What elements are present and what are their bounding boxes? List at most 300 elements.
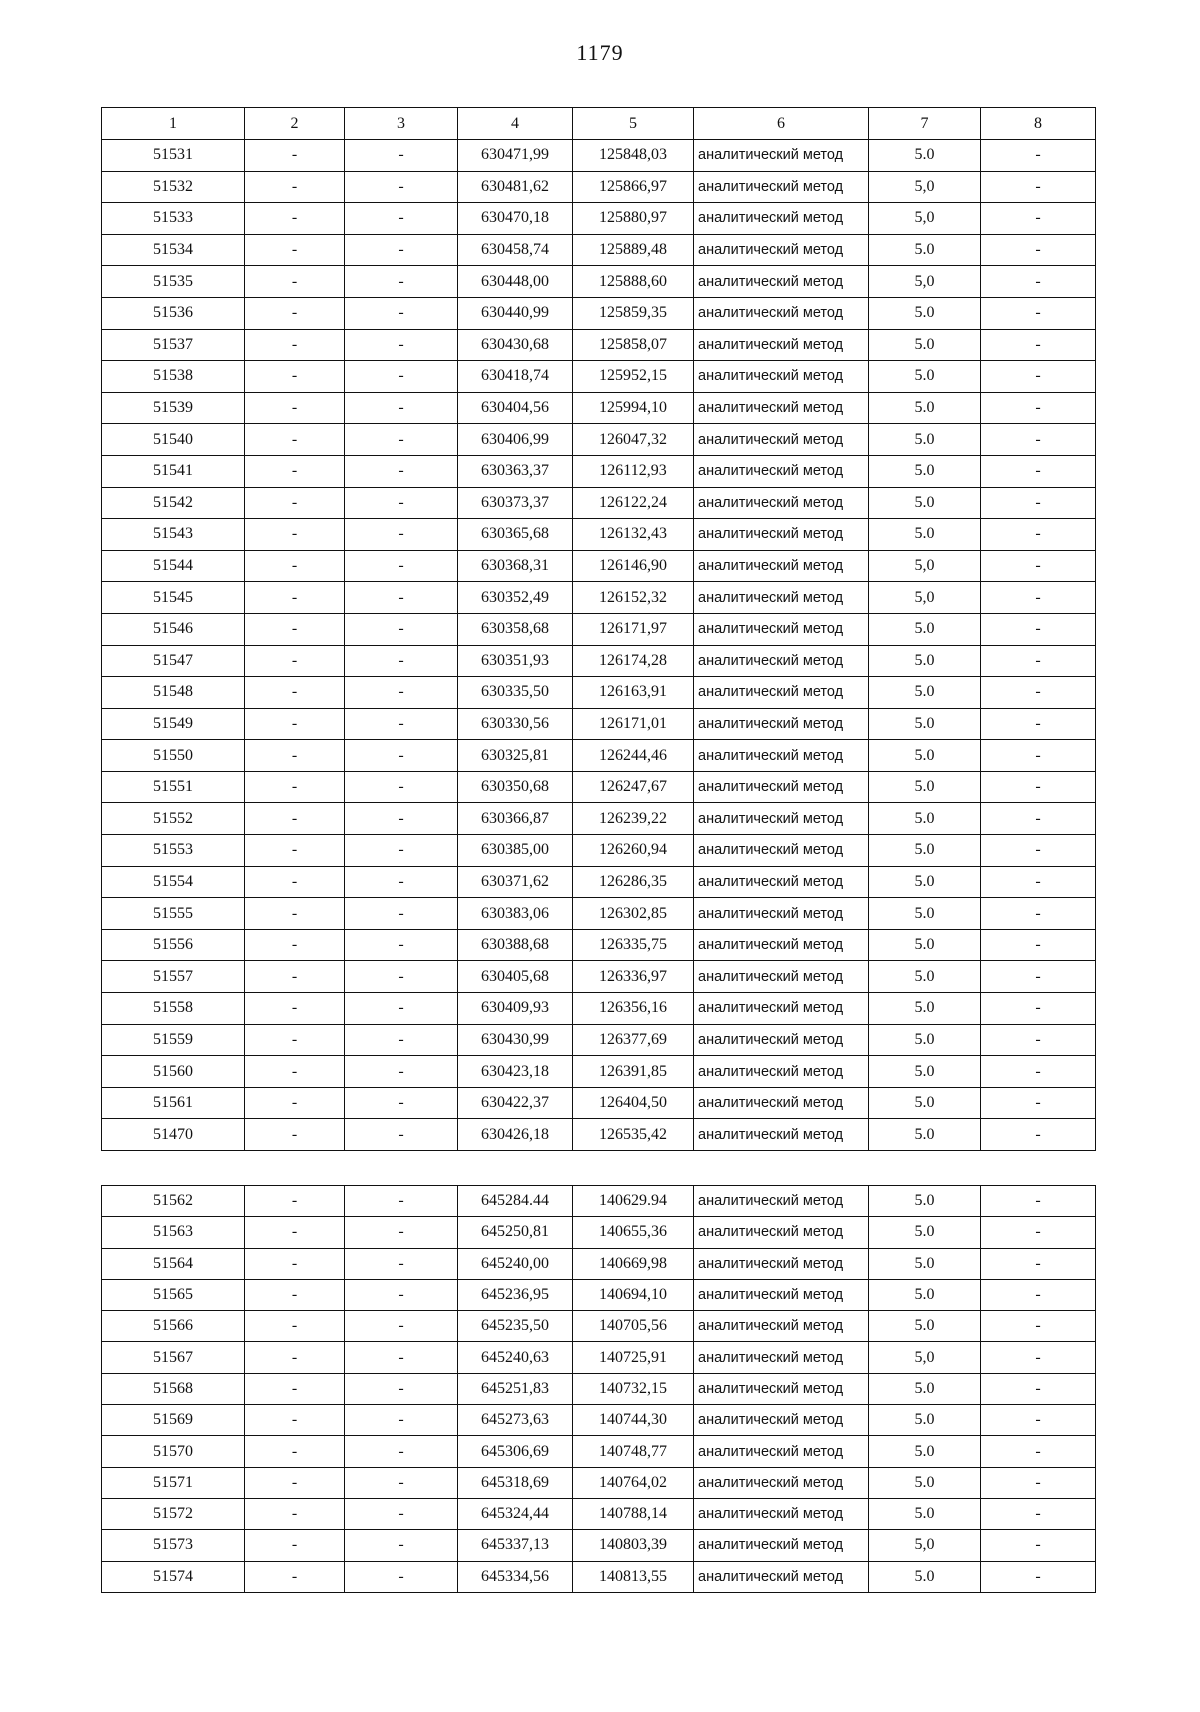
table-row — [102, 1056, 1096, 1088]
column-header-2: 2 — [245, 108, 345, 140]
y-coordinate-cell: 140655,36 — [573, 1217, 694, 1248]
col-2-cell: - — [245, 1056, 345, 1088]
method-cell: аналитический метод — [694, 677, 869, 709]
col-2-cell: - — [245, 961, 345, 993]
col-8-cell: - — [981, 140, 1096, 172]
accuracy-cell: 5.0 — [869, 1056, 981, 1088]
table-header-row — [102, 108, 1096, 140]
accuracy-cell: 5.0 — [869, 993, 981, 1025]
method-cell: аналитический метод — [694, 550, 869, 582]
method-cell: аналитический метод — [694, 455, 869, 487]
x-coordinate-cell: 645337,13 — [458, 1530, 573, 1561]
col-8-cell: - — [981, 1248, 1096, 1279]
table-row — [102, 1561, 1096, 1592]
col-3-cell: - — [345, 645, 458, 677]
col-8-cell: - — [981, 203, 1096, 235]
y-coordinate-cell: 140744,30 — [573, 1405, 694, 1436]
col-2-cell: - — [245, 1119, 345, 1151]
col-2-cell: - — [245, 771, 345, 803]
method-cell: аналитический метод — [694, 1119, 869, 1151]
col-3-cell: - — [345, 898, 458, 930]
col-3-cell: - — [345, 392, 458, 424]
method-cell: аналитический метод — [694, 708, 869, 740]
table-row — [102, 1024, 1096, 1056]
table-row — [102, 866, 1096, 898]
y-coordinate-cell: 126152,32 — [573, 582, 694, 614]
accuracy-cell: 5,0 — [869, 1342, 981, 1373]
col-2-cell: - — [245, 898, 345, 930]
x-coordinate-cell: 630404,56 — [458, 392, 573, 424]
accuracy-cell: 5.0 — [869, 329, 981, 361]
col-8-cell: - — [981, 487, 1096, 519]
col-2-cell: - — [245, 1467, 345, 1498]
accuracy-cell: 5.0 — [869, 1561, 981, 1592]
x-coordinate-cell: 645235,50 — [458, 1311, 573, 1342]
point-number-cell: 51534 — [102, 234, 245, 266]
col-3-cell: - — [345, 550, 458, 582]
method-cell: аналитический метод — [694, 1342, 869, 1373]
y-coordinate-cell: 126174,28 — [573, 645, 694, 677]
col-3-cell: - — [345, 234, 458, 266]
table-row — [102, 1217, 1096, 1248]
table-row — [102, 329, 1096, 361]
col-2-cell: - — [245, 424, 345, 456]
col-3-cell: - — [345, 929, 458, 961]
x-coordinate-cell: 630481,62 — [458, 171, 573, 203]
y-coordinate-cell: 126247,67 — [573, 771, 694, 803]
col-2-cell: - — [245, 487, 345, 519]
col-2-cell: - — [245, 1342, 345, 1373]
col-2-cell: - — [245, 677, 345, 709]
y-coordinate-cell: 140725,91 — [573, 1342, 694, 1373]
col-2-cell: - — [245, 519, 345, 551]
accuracy-cell: 5.0 — [869, 1248, 981, 1279]
col-8-cell: - — [981, 771, 1096, 803]
y-coordinate-cell: 140705,56 — [573, 1311, 694, 1342]
method-cell: аналитический метод — [694, 1405, 869, 1436]
col-3-cell: - — [345, 961, 458, 993]
y-coordinate-cell: 126404,50 — [573, 1087, 694, 1119]
col-2-cell: - — [245, 866, 345, 898]
column-header-8: 8 — [981, 108, 1096, 140]
accuracy-cell: 5.0 — [869, 424, 981, 456]
col-8-cell: - — [981, 582, 1096, 614]
method-cell: аналитический метод — [694, 140, 869, 172]
table-row — [102, 708, 1096, 740]
x-coordinate-cell: 645273,63 — [458, 1405, 573, 1436]
col-8-cell: - — [981, 993, 1096, 1025]
col-2-cell: - — [245, 708, 345, 740]
y-coordinate-cell: 125888,60 — [573, 266, 694, 298]
accuracy-cell: 5.0 — [869, 487, 981, 519]
table-row — [102, 1248, 1096, 1279]
col-3-cell: - — [345, 1561, 458, 1592]
table-row — [102, 1530, 1096, 1561]
table-row — [102, 1279, 1096, 1310]
table-row — [102, 582, 1096, 614]
col-2-cell: - — [245, 1561, 345, 1592]
col-8-cell: - — [981, 929, 1096, 961]
col-2-cell: - — [245, 929, 345, 961]
accuracy-cell: 5.0 — [869, 866, 981, 898]
y-coordinate-cell: 125889,48 — [573, 234, 694, 266]
col-8-cell: - — [981, 1530, 1096, 1561]
x-coordinate-cell: 630440,99 — [458, 297, 573, 329]
accuracy-cell: 5.0 — [869, 1217, 981, 1248]
col-8-cell: - — [981, 1087, 1096, 1119]
point-number-cell: 51571 — [102, 1467, 245, 1498]
point-number-cell: 51562 — [102, 1186, 245, 1217]
col-3-cell: - — [345, 361, 458, 393]
x-coordinate-cell: 630448,00 — [458, 266, 573, 298]
method-cell: аналитический метод — [694, 866, 869, 898]
y-coordinate-cell: 126286,35 — [573, 866, 694, 898]
y-coordinate-cell: 140764,02 — [573, 1467, 694, 1498]
point-number-cell: 51561 — [102, 1087, 245, 1119]
col-3-cell: - — [345, 1530, 458, 1561]
col-3-cell: - — [345, 835, 458, 867]
table-row — [102, 297, 1096, 329]
accuracy-cell: 5,0 — [869, 266, 981, 298]
point-number-cell: 51541 — [102, 455, 245, 487]
col-2-cell: - — [245, 1498, 345, 1529]
table-row — [102, 361, 1096, 393]
accuracy-cell: 5,0 — [869, 203, 981, 235]
col-3-cell: - — [345, 582, 458, 614]
method-cell: аналитический метод — [694, 929, 869, 961]
col-8-cell: - — [981, 519, 1096, 551]
y-coordinate-cell: 126163,91 — [573, 677, 694, 709]
x-coordinate-cell: 630422,37 — [458, 1087, 573, 1119]
method-cell: аналитический метод — [694, 1248, 869, 1279]
col-2-cell: - — [245, 234, 345, 266]
col-8-cell: - — [981, 392, 1096, 424]
col-2-cell: - — [245, 645, 345, 677]
method-cell: аналитический метод — [694, 1217, 869, 1248]
table-row — [102, 140, 1096, 172]
point-number-cell: 51533 — [102, 203, 245, 235]
col-8-cell: - — [981, 1024, 1096, 1056]
table-row — [102, 1373, 1096, 1404]
col-2-cell: - — [245, 1436, 345, 1467]
point-number-cell: 51549 — [102, 708, 245, 740]
point-number-cell: 51573 — [102, 1530, 245, 1561]
point-number-cell: 51539 — [102, 392, 245, 424]
point-number-cell: 51538 — [102, 361, 245, 393]
accuracy-cell: 5,0 — [869, 550, 981, 582]
col-8-cell: - — [981, 1119, 1096, 1151]
col-3-cell: - — [345, 708, 458, 740]
method-cell: аналитический метод — [694, 1436, 869, 1467]
x-coordinate-cell: 630366,87 — [458, 803, 573, 835]
col-8-cell: - — [981, 234, 1096, 266]
col-3-cell: - — [345, 1311, 458, 1342]
table-row — [102, 1311, 1096, 1342]
col-2-cell: - — [245, 297, 345, 329]
y-coordinate-cell: 126535,42 — [573, 1119, 694, 1151]
column-header-1: 1 — [102, 108, 245, 140]
point-number-cell: 51553 — [102, 835, 245, 867]
x-coordinate-cell: 630371,62 — [458, 866, 573, 898]
col-3-cell: - — [345, 203, 458, 235]
point-number-cell: 51559 — [102, 1024, 245, 1056]
accuracy-cell: 5.0 — [869, 1186, 981, 1217]
method-cell: аналитический метод — [694, 740, 869, 772]
method-cell: аналитический метод — [694, 487, 869, 519]
point-number-cell: 51555 — [102, 898, 245, 930]
accuracy-cell: 5.0 — [869, 898, 981, 930]
col-3-cell: - — [345, 266, 458, 298]
method-cell: аналитический метод — [694, 329, 869, 361]
method-cell: аналитический метод — [694, 1561, 869, 1592]
point-number-cell: 51470 — [102, 1119, 245, 1151]
point-number-cell: 51554 — [102, 866, 245, 898]
method-cell: аналитический метод — [694, 898, 869, 930]
accuracy-cell: 5,0 — [869, 171, 981, 203]
col-2-cell: - — [245, 613, 345, 645]
x-coordinate-cell: 630409,93 — [458, 993, 573, 1025]
col-8-cell: - — [981, 1561, 1096, 1592]
method-cell: аналитический метод — [694, 961, 869, 993]
col-2-cell: - — [245, 1373, 345, 1404]
x-coordinate-cell: 630458,74 — [458, 234, 573, 266]
y-coordinate-cell: 126260,94 — [573, 835, 694, 867]
method-cell: аналитический метод — [694, 234, 869, 266]
col-3-cell: - — [345, 424, 458, 456]
table-row — [102, 550, 1096, 582]
x-coordinate-cell: 645306,69 — [458, 1436, 573, 1467]
x-coordinate-cell: 630368,31 — [458, 550, 573, 582]
accuracy-cell: 5.0 — [869, 1311, 981, 1342]
method-cell: аналитический метод — [694, 1056, 869, 1088]
col-3-cell: - — [345, 1373, 458, 1404]
point-number-cell: 51566 — [102, 1311, 245, 1342]
point-number-cell: 51560 — [102, 1056, 245, 1088]
col-8-cell: - — [981, 1056, 1096, 1088]
accuracy-cell: 5.0 — [869, 1405, 981, 1436]
col-2-cell: - — [245, 1248, 345, 1279]
col-2-cell: - — [245, 550, 345, 582]
x-coordinate-cell: 630330,56 — [458, 708, 573, 740]
method-cell: аналитический метод — [694, 613, 869, 645]
x-coordinate-cell: 630358,68 — [458, 613, 573, 645]
point-number-cell: 51567 — [102, 1342, 245, 1373]
x-coordinate-cell: 645240,63 — [458, 1342, 573, 1373]
point-number-cell: 51536 — [102, 297, 245, 329]
col-2-cell: - — [245, 1405, 345, 1436]
table-row — [102, 392, 1096, 424]
y-coordinate-cell: 126171,97 — [573, 613, 694, 645]
table-row — [102, 1186, 1096, 1217]
x-coordinate-cell: 630430,68 — [458, 329, 573, 361]
accuracy-cell: 5.0 — [869, 297, 981, 329]
accuracy-cell: 5.0 — [869, 1373, 981, 1404]
method-cell: аналитический метод — [694, 771, 869, 803]
accuracy-cell: 5.0 — [869, 1024, 981, 1056]
table-row — [102, 487, 1096, 519]
y-coordinate-cell: 125858,07 — [573, 329, 694, 361]
point-number-cell: 51556 — [102, 929, 245, 961]
col-8-cell: - — [981, 1373, 1096, 1404]
col-8-cell: - — [981, 613, 1096, 645]
col-8-cell: - — [981, 740, 1096, 772]
y-coordinate-cell: 140694,10 — [573, 1279, 694, 1310]
x-coordinate-cell: 630406,99 — [458, 424, 573, 456]
col-2-cell: - — [245, 1186, 345, 1217]
accuracy-cell: 5.0 — [869, 771, 981, 803]
accuracy-cell: 5,0 — [869, 1530, 981, 1561]
col-2-cell: - — [245, 1087, 345, 1119]
accuracy-cell: 5.0 — [869, 708, 981, 740]
y-coordinate-cell: 126356,16 — [573, 993, 694, 1025]
x-coordinate-cell: 630335,50 — [458, 677, 573, 709]
method-cell: аналитический метод — [694, 1279, 869, 1310]
point-number-cell: 51550 — [102, 740, 245, 772]
table-row — [102, 929, 1096, 961]
col-2-cell: - — [245, 803, 345, 835]
point-number-cell: 51548 — [102, 677, 245, 709]
point-number-cell: 51568 — [102, 1373, 245, 1404]
accuracy-cell: 5.0 — [869, 1279, 981, 1310]
col-3-cell: - — [345, 1024, 458, 1056]
col-8-cell: - — [981, 645, 1096, 677]
method-cell: аналитический метод — [694, 392, 869, 424]
col-3-cell: - — [345, 1056, 458, 1088]
method-cell: аналитический метод — [694, 1373, 869, 1404]
accuracy-cell: 5.0 — [869, 613, 981, 645]
x-coordinate-cell: 630352,49 — [458, 582, 573, 614]
accuracy-cell: 5.0 — [869, 1119, 981, 1151]
method-cell: аналитический метод — [694, 835, 869, 867]
table-row — [102, 961, 1096, 993]
col-2-cell: - — [245, 203, 345, 235]
table-row — [102, 835, 1096, 867]
point-number-cell: 51531 — [102, 140, 245, 172]
col-8-cell: - — [981, 1217, 1096, 1248]
x-coordinate-cell: 630426,18 — [458, 1119, 573, 1151]
col-2-cell: - — [245, 392, 345, 424]
accuracy-cell: 5.0 — [869, 835, 981, 867]
point-number-cell: 51546 — [102, 613, 245, 645]
y-coordinate-cell: 140629.94 — [573, 1186, 694, 1217]
col-3-cell: - — [345, 140, 458, 172]
method-cell: аналитический метод — [694, 1087, 869, 1119]
table-row — [102, 740, 1096, 772]
y-coordinate-cell: 126391,85 — [573, 1056, 694, 1088]
col-3-cell: - — [345, 519, 458, 551]
table-row — [102, 1342, 1096, 1373]
col-2-cell: - — [245, 1217, 345, 1248]
col-8-cell: - — [981, 1186, 1096, 1217]
accuracy-cell: 5.0 — [869, 1467, 981, 1498]
point-number-cell: 51558 — [102, 993, 245, 1025]
col-2-cell: - — [245, 1279, 345, 1310]
accuracy-cell: 5.0 — [869, 929, 981, 961]
table-row — [102, 1467, 1096, 1498]
col-3-cell: - — [345, 613, 458, 645]
table-row — [102, 993, 1096, 1025]
x-coordinate-cell: 630325,81 — [458, 740, 573, 772]
method-cell: аналитический метод — [694, 1311, 869, 1342]
col-8-cell: - — [981, 835, 1096, 867]
col-3-cell: - — [345, 740, 458, 772]
y-coordinate-cell: 126112,93 — [573, 455, 694, 487]
col-2-cell: - — [245, 835, 345, 867]
method-cell: аналитический метод — [694, 424, 869, 456]
point-number-cell: 51547 — [102, 645, 245, 677]
point-number-cell: 51545 — [102, 582, 245, 614]
method-cell: аналитический метод — [694, 803, 869, 835]
x-coordinate-cell: 630430,99 — [458, 1024, 573, 1056]
x-coordinate-cell: 630363,37 — [458, 455, 573, 487]
x-coordinate-cell: 630385,00 — [458, 835, 573, 867]
col-3-cell: - — [345, 1405, 458, 1436]
point-number-cell: 51537 — [102, 329, 245, 361]
col-3-cell: - — [345, 803, 458, 835]
x-coordinate-cell: 630418,74 — [458, 361, 573, 393]
method-cell: аналитический метод — [694, 993, 869, 1025]
accuracy-cell: 5.0 — [869, 519, 981, 551]
accuracy-cell: 5.0 — [869, 455, 981, 487]
col-8-cell: - — [981, 1342, 1096, 1373]
col-3-cell: - — [345, 771, 458, 803]
accuracy-cell: 5,0 — [869, 582, 981, 614]
col-2-cell: - — [245, 582, 345, 614]
accuracy-cell: 5.0 — [869, 234, 981, 266]
x-coordinate-cell: 645240,00 — [458, 1248, 573, 1279]
y-coordinate-cell: 125848,03 — [573, 140, 694, 172]
col-8-cell: - — [981, 266, 1096, 298]
point-number-cell: 51540 — [102, 424, 245, 456]
method-cell: аналитический метод — [694, 519, 869, 551]
y-coordinate-cell: 125994,10 — [573, 392, 694, 424]
col-8-cell: - — [981, 297, 1096, 329]
table-row — [102, 1119, 1096, 1151]
x-coordinate-cell: 630383,06 — [458, 898, 573, 930]
table-row — [102, 1436, 1096, 1467]
col-8-cell: - — [981, 361, 1096, 393]
col-2-cell: - — [245, 171, 345, 203]
point-number-cell: 51557 — [102, 961, 245, 993]
col-2-cell: - — [245, 361, 345, 393]
table-row — [102, 455, 1096, 487]
col-8-cell: - — [981, 898, 1096, 930]
col-8-cell: - — [981, 1498, 1096, 1529]
col-8-cell: - — [981, 1467, 1096, 1498]
accuracy-cell: 5.0 — [869, 1498, 981, 1529]
col-2-cell: - — [245, 329, 345, 361]
point-number-cell: 51563 — [102, 1217, 245, 1248]
accuracy-cell: 5.0 — [869, 361, 981, 393]
col-2-cell: - — [245, 1024, 345, 1056]
col-2-cell: - — [245, 1530, 345, 1561]
y-coordinate-cell: 126335,75 — [573, 929, 694, 961]
accuracy-cell: 5.0 — [869, 1087, 981, 1119]
x-coordinate-cell: 645284.44 — [458, 1186, 573, 1217]
method-cell: аналитический метод — [694, 1024, 869, 1056]
col-8-cell: - — [981, 708, 1096, 740]
table-row — [102, 234, 1096, 266]
column-header-7: 7 — [869, 108, 981, 140]
x-coordinate-cell: 645250,81 — [458, 1217, 573, 1248]
col-8-cell: - — [981, 1405, 1096, 1436]
y-coordinate-cell: 125859,35 — [573, 297, 694, 329]
y-coordinate-cell: 140669,98 — [573, 1248, 694, 1279]
y-coordinate-cell: 126244,46 — [573, 740, 694, 772]
x-coordinate-cell: 630373,37 — [458, 487, 573, 519]
table-row — [102, 613, 1096, 645]
table-row — [102, 771, 1096, 803]
